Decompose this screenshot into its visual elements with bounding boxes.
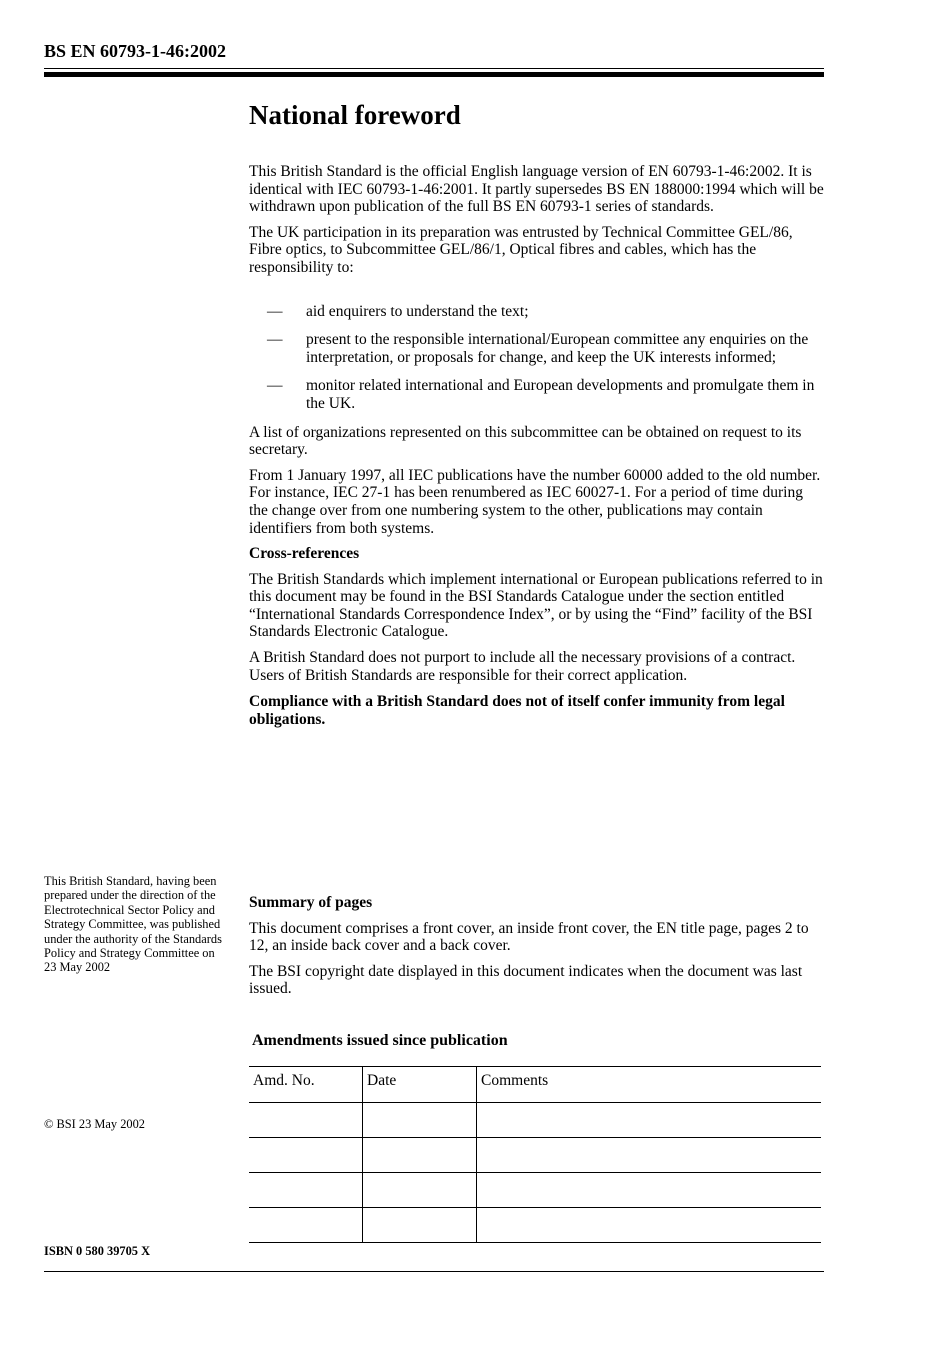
table-cell	[249, 1173, 363, 1208]
list-item	[249, 377, 824, 412]
body-paragraph: A list of organizations represented on this subcommittee can be obtained on request to its secretary.	[249, 423, 802, 459]
column-header: Amd. No.	[249, 1067, 363, 1103]
table-cell	[477, 1138, 822, 1173]
list-item-text: present to the responsible international/European committee any enquiries on the interpretation, or proposals for change, and keep the UK interests informed;	[306, 331, 809, 366]
header-rule-thin	[44, 68, 824, 69]
foreword-body	[249, 163, 824, 736]
list-item-text: aid enquirers to understand the text;	[306, 302, 529, 320]
table-row	[249, 1103, 821, 1138]
document-id: BS EN 60793-1-46:2002	[44, 41, 227, 61]
intro-paragraph: The UK participation in its preparation was entrusted by Technical Committee GEL/86, Fibre optics, to Subcommittee GEL/86/1, Optical fibres and cables, which has the responsibility to:	[249, 223, 793, 276]
table-cell	[249, 1208, 363, 1243]
table-cell	[363, 1138, 477, 1173]
table-cell	[249, 1103, 363, 1138]
dash-bullet: —	[267, 302, 283, 320]
page-title: National foreword	[249, 100, 461, 130]
table-cell	[477, 1208, 822, 1243]
table-row	[249, 1138, 821, 1173]
list-item	[249, 303, 824, 321]
column-header: Comments	[477, 1067, 822, 1103]
table-cell	[363, 1173, 477, 1208]
body-paragraph: The British Standards which implement international or European publications referred to in this document may be found in the BSI Standards Catalogue under the section entitled “International Standards Correspondence Index”, or by using the “Find” facility of the BSI Standards Electronic Catalogue.	[249, 570, 823, 641]
copyright-notice: © BSI 23 May 2002	[44, 1117, 145, 1131]
amendments-title: Amendments issued since publication	[252, 1032, 508, 1049]
body-paragraph: A British Standard does not purport to include all the necessary provisions of a contract. Users of British Standards are responsible for their correct application.	[249, 649, 796, 684]
table-cell	[363, 1103, 477, 1138]
footer-rule	[44, 1271, 824, 1272]
amendments-table	[249, 1066, 821, 1243]
isbn: ISBN 0 580 39705 X	[44, 1244, 151, 1258]
summary-of-pages	[249, 894, 824, 1006]
table-header-row	[249, 1067, 821, 1103]
cross-references-heading: Cross-references	[249, 545, 360, 563]
body-paragraph: From 1 January 1997, all IEC publications have the number 60000 added to the old number. For instance, IEC 27-1 has been renumbered as IEC 60027-1. For a period of time during the change over from one numbering system to the other, publications may contain identifiers from both systems.	[249, 466, 821, 537]
summary-heading: Summary of pages	[249, 894, 373, 911]
header-rule-thick	[44, 72, 824, 77]
compliance-statement: Compliance with a British Standard does not of itself confer immunity from legal obligations.	[249, 693, 785, 728]
table-row	[249, 1173, 821, 1208]
intro-paragraph: This British Standard is the official English language version of EN 60793-1-46:2002. It is identical with IEC 60793-1-46:2001. It partly supersedes BS EN 188000:1994 which will be withdrawn upon publication of the full BS EN 60793-1 series of standards.	[249, 163, 824, 216]
summary-paragraph: The BSI copyright date displayed in this document indicates when the document was last issued.	[249, 962, 803, 998]
table-row	[249, 1208, 821, 1243]
list-item	[249, 331, 824, 366]
summary-paragraph: This document comprises a front cover, an inside front cover, the EN title page, pages 2 to 12, an inside back cover and a back cover.	[249, 919, 809, 955]
table-cell	[363, 1208, 477, 1243]
table-cell	[477, 1173, 822, 1208]
table-cell	[249, 1138, 363, 1173]
list-item-text: monitor related international and European developments and promulgate them in the UK.	[306, 377, 815, 412]
publication-note: This British Standard, having been prepared under the direction of the Electrotechnical Sector Policy and Strategy Committee, was published under the authority of the Standards Policy and Strategy Committee on 23 May 2002	[44, 874, 222, 975]
column-header: Date	[363, 1067, 477, 1103]
dash-bullet: —	[267, 331, 283, 349]
table-cell	[477, 1103, 822, 1138]
responsibilities-list	[249, 303, 824, 413]
dash-bullet: —	[267, 377, 283, 395]
